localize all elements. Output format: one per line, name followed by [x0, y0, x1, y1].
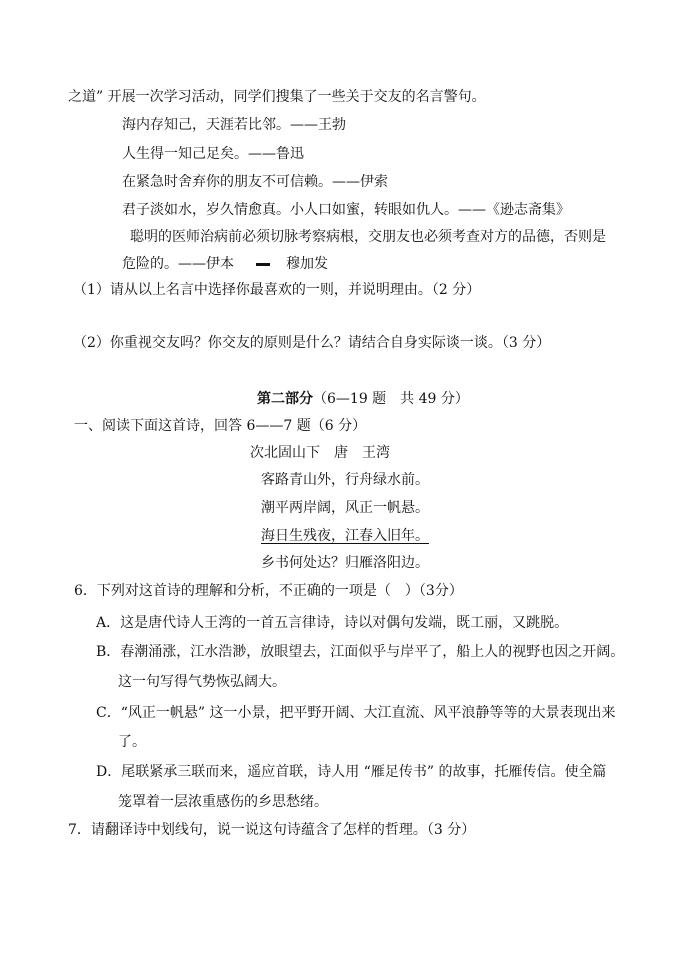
quote-xunzhi: 君子淡如水，岁久情愈真。小人口如蜜，转眼如仇人。——《逊志斋集》 [122, 202, 570, 218]
quote-lu-xun: 人生得一知己足矣。——鲁迅 [122, 146, 304, 162]
option-c-line-2: 了。 [118, 734, 146, 750]
poem-line-1: 客路青山外，行舟绿水前。 [261, 472, 429, 488]
option-b-line-1: B．春潮涌涨，江水浩渺，放眼望去，江面似乎与岸平了，船上人的视野也因之开阔。 [96, 644, 625, 660]
option-b-line-2: 这一句写得气势恢弘阔大。 [118, 674, 286, 690]
poem-line-2: 潮平两岸阔，风正一帆悬。 [261, 500, 429, 516]
part-two-heading [257, 390, 469, 408]
quote-doctor: 聪明的医师治病前必须切脉考察病根，交朋友也必须考查对方的品德，否则是 [130, 229, 606, 245]
question-2: （2）你重视交友吗？你交友的原则是什么？请结合自身实际谈一谈。（3 分） [73, 335, 551, 351]
quote-wang-bo: 海内存知己，天涯若比邻。——王勃 [122, 117, 346, 133]
quote-aesop: 在紧急时舍弃你的朋友不可信赖。——伊索 [122, 174, 388, 190]
question-6-stem: 6．下列对这首诗的理解和分析，不正确的一项是（ ）（3分） [74, 583, 463, 599]
poem-title: 次北固山下 唐 王湾 [250, 445, 390, 461]
poem-line-4: 乡书何处达？归雁洛阳边。 [261, 555, 429, 571]
question-7: 7．请翻译诗中划线句，说一说这句诗蕴含了怎样的哲理。（3 分） [68, 822, 476, 838]
section-one-heading: 一、阅读下面这首诗，回答 6——7 题（6 分） [74, 418, 367, 434]
option-c-line-1: C．“风正一帆悬” 这一小景，把平野开阔、大江直流、风平浪静等等的大景表现出来 [96, 705, 616, 721]
option-d-line-2: 笼罩着一层浓重感伤的乡思愁绪。 [118, 794, 328, 810]
quote-doctor-end [122, 255, 328, 273]
option-a: A．这是唐代诗人王湾的一首五言律诗，诗以对偶句发端，既工丽，又跳脱。 [96, 615, 569, 631]
option-d-line-1: D．尾联紧承三联而来，遥应首联，诗人用 “雁足传书” 的故事，托雁传信。使全篇 [96, 764, 607, 780]
quote-doctor-end-before: 危险的。——伊本 [122, 256, 234, 272]
poem-line-3-underlined: 海日生残夜，江春入旧年。 [261, 528, 429, 544]
dash-mark [256, 263, 270, 266]
question-1: （1）请从以上名言中选择你最喜欢的一则，并说明理由。（2 分） [73, 282, 481, 298]
intro-text: 之道” 开展一次学习活动，同学们搜集了一些关于交友的名言警句。 [68, 89, 486, 105]
part-two-range: （6—19 题 共 49 分） [313, 391, 469, 407]
part-two-title: 第二部分 [257, 391, 313, 407]
quote-doctor-end-after: 穆加发 [286, 256, 328, 272]
